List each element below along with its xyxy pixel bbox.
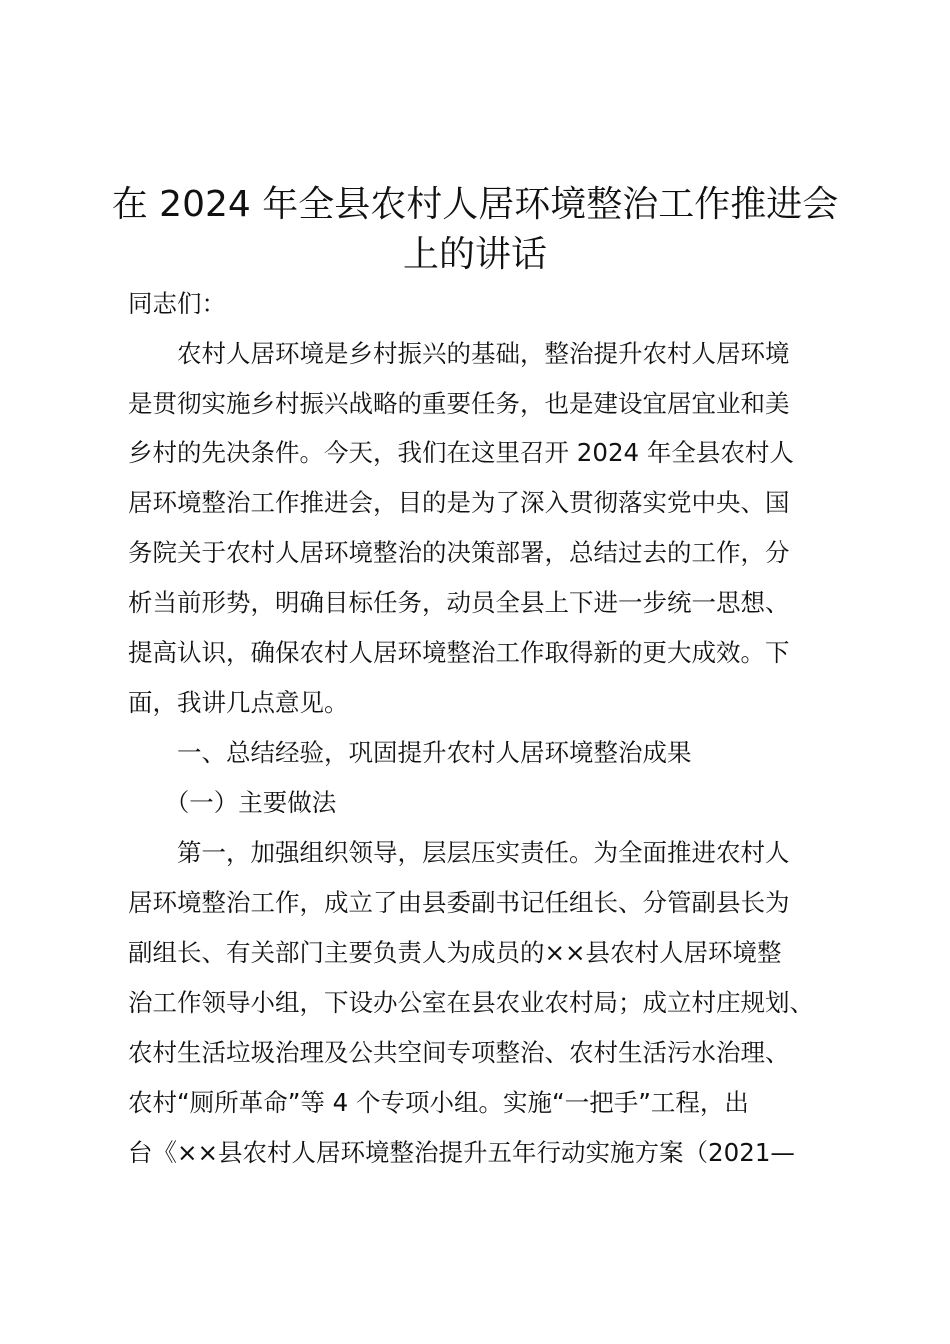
body-line: 提高认识，确保农村人居环境整治工作取得新的更大成效。下 [128, 638, 790, 667]
body-line: 务院关于农村人居环境整治的决策部署，总结过去的工作，分 [128, 538, 790, 567]
body-line: 副组长、有关部门主要负责人为成员的××县农村人居环境整 [128, 938, 782, 967]
body-line: 台《××县农村人居环境整治提升五年行动实施方案（2021— [128, 1138, 795, 1167]
body-line: 农村生活垃圾治理及公共空间专项整治、农村生活污水治理、 [128, 1038, 790, 1067]
section-heading: 一、总结经验，巩固提升农村人居环境整治成果 [128, 738, 692, 767]
document-title-line-1: 在 2024 年全县农村人居环境整治工作推进会 [111, 184, 839, 225]
subsection-heading: （一）主要做法 [128, 788, 337, 817]
body-line: 居环境整治工作推进会，目的是为了深入贯彻落实党中央、国 [128, 488, 790, 517]
body-line: 乡村的先决条件。今天，我们在这里召开 2024 年全县农村人 [128, 438, 794, 467]
document-title-line-2: 上的讲话 [402, 234, 547, 275]
body-line: 是贯彻实施乡村振兴战略的重要任务，也是建设宜居宜业和美 [128, 389, 790, 418]
body-line: 农村人居环境是乡村振兴的基础，整治提升农村人居环境 [128, 339, 790, 368]
body-line: 农村“厕所革命”等 4 个专项小组。实施“一把手”工程，出 [128, 1088, 749, 1117]
body-line: 治工作领导小组，下设办公室在县农业农村局；成立村庄规划、 [128, 988, 814, 1017]
body-line: 面，我讲几点意见。 [128, 688, 349, 717]
body-line: 居环境整治工作，成立了由县委副书记任组长、分管副县长为 [128, 888, 790, 917]
salutation: 同志们： [128, 289, 226, 318]
body-line: 第一，加强组织领导，层层压实责任。为全面推进农村人 [128, 838, 790, 867]
body-line: 析当前形势，明确目标任务，动员全县上下进一步统一思想、 [128, 588, 790, 617]
